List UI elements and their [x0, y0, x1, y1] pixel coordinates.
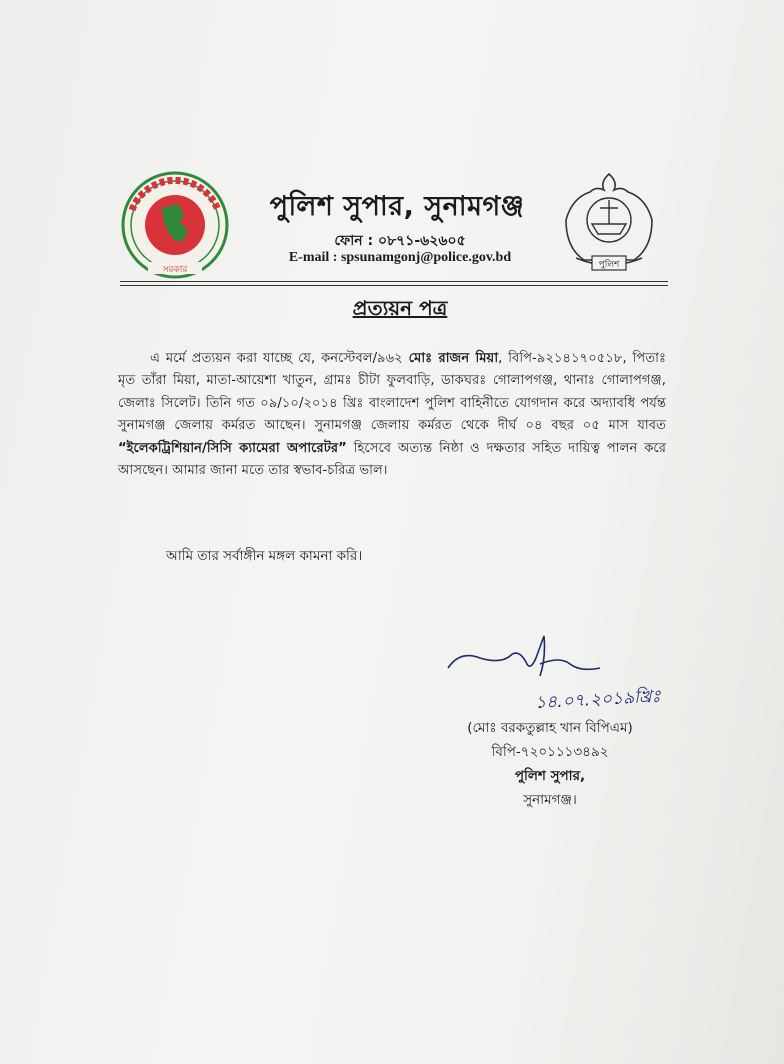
handwritten-signature [440, 628, 620, 688]
svg-text:পুলিশ: পুলিশ [598, 260, 620, 270]
signatory-name: (মোঃ বরকতুল্লাহ খান বিপিএম) [467, 720, 633, 736]
office-title: পুলিশ সুপার, সুনামগঞ্জ [269, 191, 525, 222]
signatory-bp-number: বিপি-৭২০১১১৩৪৯২ [491, 744, 609, 760]
job-role: “ইলেকট্রিশিয়ান/সিসি ক্যামেরা অপারেটর” [118, 440, 347, 456]
signatory-place: সুনামগঞ্জ। [523, 792, 577, 808]
constable-name: মোঃ রাজন মিয়া [408, 351, 499, 366]
header-divider [120, 281, 668, 282]
certificate-body [118, 348, 666, 482]
header-divider-secondary [120, 285, 668, 286]
bangladesh-police-emblem [556, 168, 662, 278]
phone-number: ফোন : ০৮৭১-৬২৬০৫ [334, 233, 466, 249]
body-text-1: এ মর্মে প্রত্যয়ন করা যাচ্ছে যে, কনস্টেবল/৯৬২ [150, 351, 409, 366]
email-address: E-mail : spsunamgonj@police.gov.bd [288, 250, 512, 265]
document-title: প্রত্যয়ন পত্র [352, 296, 448, 320]
good-wishes-line: আমি তার সর্বাঙ্গীন মঙ্গল কামনা করি। [166, 548, 363, 564]
handwritten-date: ১৪.০৭.২০১৯খ্রিঃ [534, 686, 662, 714]
body-text-2: , বিপি-৯২১৪১৭০৫১৮, পিতাঃ মৃত তাঁরা মিয়া, মাতা-আয়েশা খাতুন, গ্রামঃ চীটা ফুলবাড়ি, ডাকঘরঃ গোলাপগঞ্জ, থানাঃ গোলাপগঞ্জ, জেলাঃ সিলেট। তিনি গত ০৯/১০/২০১৪ খ্রিঃ বাংলাদেশ পুলিশ বাহিনীতে যোগদান করে অদ্যাবধি পর্যন্ত সুনামগঞ্জ জেলায় কর্মরত আছেন। সুনামগঞ্জ জেলায় কর্মরত থেকে দীর্ঘ ০৪ বছর ০৫ মাস যাবত [118, 351, 666, 434]
svg-text:সরকার: সরকার [162, 265, 188, 275]
government-seal-logo [118, 170, 232, 280]
body-text-3: হিসেবে অত্যন্ত নিষ্ঠা ও দক্ষতার সহিত দায়িত্ব পালন করে আসছেন। আমার জানা মতে তার স্বভাব-চরিত্র ভাল। [118, 440, 666, 479]
signatory-designation: পুলিশ সুপার, [514, 768, 586, 784]
